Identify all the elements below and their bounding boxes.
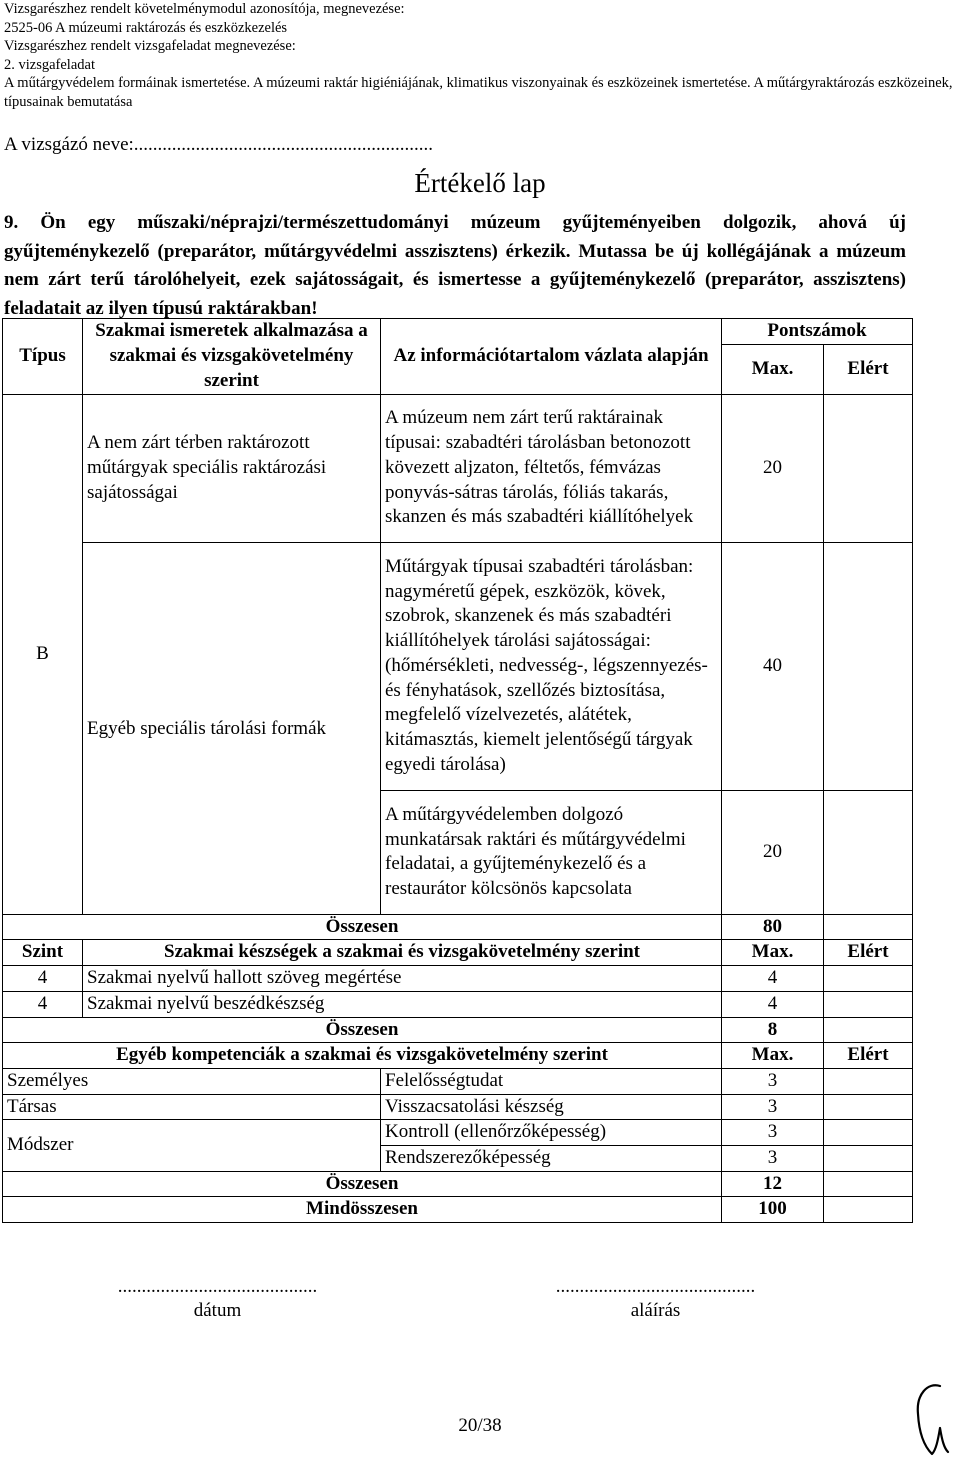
knowledge-cell: A nem zárt térben raktározott műtárgyak speciális raktározási sajátosságai — [83, 394, 381, 542]
achieved-cell — [824, 914, 913, 940]
subtotal-value: 8 — [722, 1017, 824, 1043]
candidate-name-line: A vizsgázó neve:............................................................... — [4, 134, 434, 155]
grand-total-value: 100 — [722, 1197, 824, 1223]
subtotal-label: Összesen — [3, 914, 722, 940]
header-task-label: Vizsgarészhez rendelt vizsgafeladat megnevezése: — [4, 38, 296, 55]
skill-label: Szakmai nyelvű beszédkészség — [83, 991, 722, 1017]
header-module-label: Vizsgarészhez rendelt követelménymodul azonosítója, megnevezése: — [4, 1, 405, 17]
competency-group: Társas — [3, 1094, 381, 1120]
achieved-cell — [824, 1017, 913, 1043]
competency-max: 3 — [722, 1146, 824, 1172]
competency-max: 3 — [722, 1068, 824, 1094]
handwritten-initial-icon — [910, 1380, 956, 1458]
signature-label: aláírás — [630, 1300, 681, 1321]
col-head-points: Pontszámok — [722, 319, 913, 345]
competency-label: Rendszerezőképesség — [381, 1146, 722, 1172]
subtotal-label: Összesen — [3, 1171, 722, 1197]
achieved-cell — [824, 966, 913, 992]
signature-block — [518, 1275, 793, 1323]
competency-label: Kontroll (ellenőrzőképesség) — [381, 1120, 722, 1146]
evaluation-table — [2, 318, 913, 1223]
max-points-cell: 20 — [722, 790, 824, 914]
signature-dots: .......................................... — [555, 1276, 756, 1297]
achieved-cell — [824, 790, 913, 914]
page-title: Értékelő lap — [414, 168, 546, 198]
competencies-head: Egyéb kompetenciák a szakmai és vizsgakövetelmény szerint — [3, 1043, 722, 1069]
info-cell: Műtárgyak típusai szabadtéri tárolásban: nagyméretű gépek, eszközök, kövek, szobrok, skanzenek és más szabadtéri kiállítóhelyek tárolási sajátosságai: (hőmérsékleti, nedvesség-, légszennyezés- és fényhatások, szellőzés biztosítása, megfelelő vízelvezetés, alátétek, kitámasztás, kiemelt jelentőségű tárgyak egyedi tárolása) — [381, 542, 722, 790]
col-head-achieved: Elért — [824, 1043, 913, 1069]
grand-total-label: Mindösszesen — [3, 1197, 722, 1223]
competency-label: Visszacsatolási készség — [381, 1094, 722, 1120]
achieved-cell — [824, 1171, 913, 1197]
col-head-level: Szint — [3, 940, 83, 966]
col-head-info: Az információtartalom vázlata alapján — [381, 319, 722, 395]
info-cell: A műtárgyvédelemben dolgozó munkatársak raktári és műtárgyvédelmi feladatai, a gyűjteménykezelő és a restaurátor kölcsönös kapcsolata — [381, 790, 722, 914]
col-head-achieved: Elért — [824, 344, 913, 394]
type-cell: B — [3, 394, 83, 914]
competency-max: 3 — [722, 1094, 824, 1120]
skill-label: Szakmai nyelvű hallott szöveg megértése — [83, 966, 722, 992]
competency-max: 3 — [722, 1120, 824, 1146]
page-number: 20/38 — [458, 1415, 502, 1436]
knowledge-cell: Egyéb speciális tárolási formák — [83, 542, 381, 914]
achieved-cell — [824, 1120, 913, 1146]
max-points-cell: 20 — [722, 394, 824, 542]
skill-level: 4 — [3, 991, 83, 1017]
achieved-cell — [824, 1094, 913, 1120]
col-head-max: Max. — [722, 940, 824, 966]
date-signature-block — [80, 1275, 355, 1323]
subtotal-value: 80 — [722, 914, 824, 940]
competency-group: Személyes — [3, 1068, 381, 1094]
header-task-description: A műtárgyvédelem formáinak ismertetése. A múzeumi raktár higiéniájának, klimatikus viszonyainak és eszközeinek ismertetése. A műtárgyraktározás eszközeinek, típusainak bemutatása — [4, 75, 953, 110]
header-task-number: 2. vizsgafeladat — [4, 56, 95, 73]
page-header — [4, 0, 954, 112]
skill-max: 4 — [722, 966, 824, 992]
subtotal-value: 12 — [722, 1171, 824, 1197]
subtotal-label: Összesen — [3, 1017, 722, 1043]
date-label: dátum — [193, 1300, 242, 1321]
achieved-cell — [824, 394, 913, 542]
skill-max: 4 — [722, 991, 824, 1017]
date-dots: .......................................... — [117, 1276, 318, 1297]
achieved-cell — [824, 542, 913, 790]
col-head-max: Max. — [722, 344, 824, 394]
achieved-cell — [824, 1197, 913, 1223]
header-module-name: 2525-06 A múzeumi raktározás és eszközkezelés — [4, 19, 288, 36]
achieved-cell — [824, 1068, 913, 1094]
col-head-knowledge: Szakmai ismeretek alkalmazása a szakmai és vizsgakövetelmény szerint — [83, 319, 381, 395]
col-head-achieved: Elért — [824, 940, 913, 966]
col-head-max: Max. — [722, 1043, 824, 1069]
achieved-cell — [824, 1146, 913, 1172]
info-cell: A múzeum nem zárt terű raktárainak típusai: szabadtéri tárolásban betonozott kövezett aljzaton, féltetős, fémvázas ponyvás-sátras tárolás, fóliás takarás, skanzen és más szabadtéri kiállítóhelyek — [381, 394, 722, 542]
max-points-cell: 40 — [722, 542, 824, 790]
competency-group: Módszer — [3, 1120, 381, 1171]
col-head-type: Típus — [3, 319, 83, 395]
task-text: 9. Ön egy műszaki/néprajzi/természettudományi múzeum gyűjteményeiben dolgozik, ahová új gyűjteménykezelő (preparátor, műtárgyvédelmi asszisztens) érkezik. Mutassa be új kollégájának a múzeum nem zárt terű tárolóhelyeit, ezek sajátosságait, és ismertesse a gyűjteménykezelő (preparátor, asszisztens) feladatait az ilyen típusú raktárakban! — [4, 212, 906, 319]
skills-head: Szakmai készségek a szakmai és vizsgakövetelmény szerint — [83, 940, 722, 966]
skill-level: 4 — [3, 966, 83, 992]
achieved-cell — [824, 991, 913, 1017]
competency-label: Felelősségtudat — [381, 1068, 722, 1094]
